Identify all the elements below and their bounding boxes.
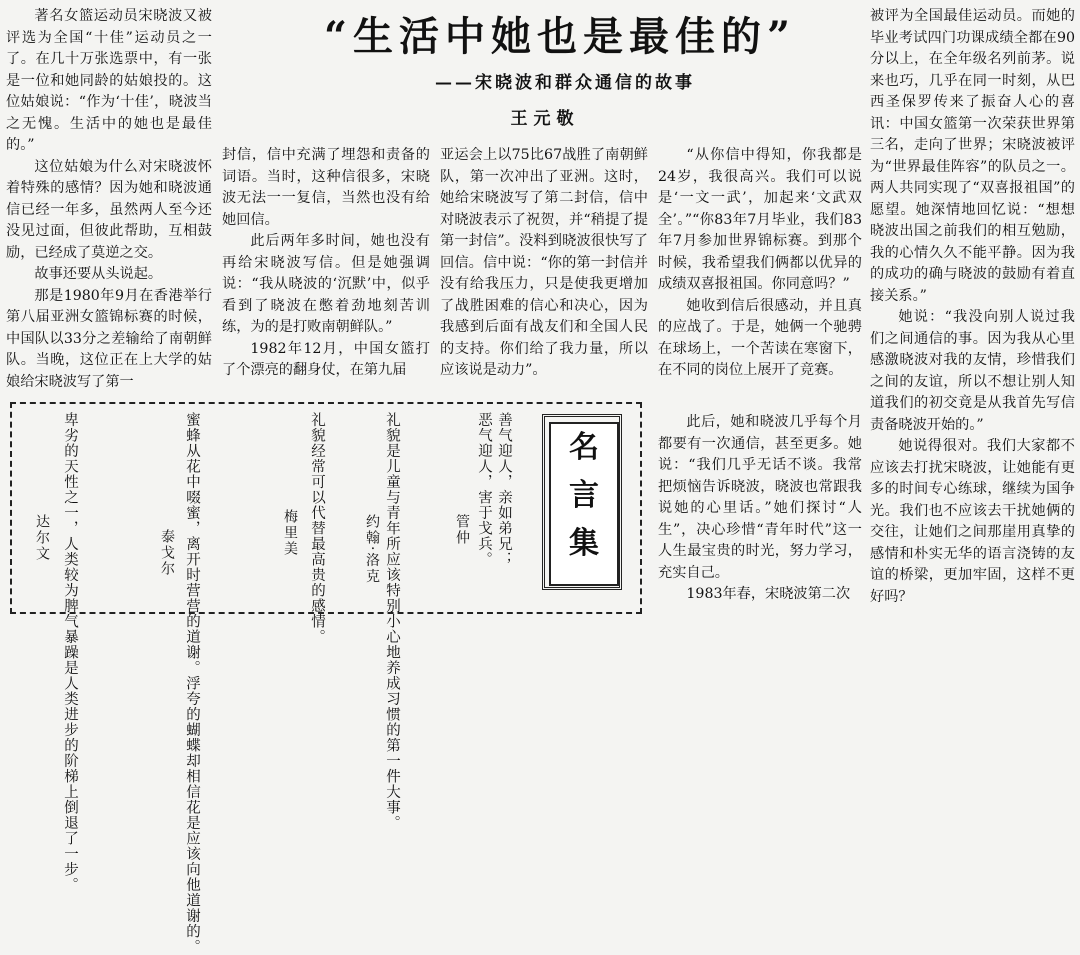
quote-author: 约翰·洛克 xyxy=(364,514,380,585)
quote-text: 善气迎人，亲如弟兄； 恶气迎人，害于戈兵。 xyxy=(476,412,512,567)
article-headline: “生活中她也是最佳的” xyxy=(323,13,796,60)
quotes-title-char: 集 xyxy=(569,526,599,561)
paragraph: 1982年12月，中国女篮打了个漂亮的翻身仗，在第九届 xyxy=(222,340,430,378)
text-column-4 xyxy=(658,145,862,382)
paragraph: 1983年春，宋晓波第二次 xyxy=(686,586,851,602)
paragraph: 她说：“我没向别人说过我们之间通信的事。因为我从心里感激晓波对我的友情，珍惜我们之间的友谊，所以不想让别人知道我们的初交竟是从我首先写信责备晓波开始的。” xyxy=(870,309,1075,433)
paragraph: “从你信中得知，你我都是24岁，我很高兴。我们可以说是‘一文一武’，加起来‘文武双全’。”“你83年7月毕业，我们83年7月参加世界锦标赛。到那个时候，我希望我们俩都以优异的成绩双喜报祖国。你同意吗？” xyxy=(658,147,862,292)
paragraph: 封信，信中充满了埋怨和责备的词语。当时，这种信很多，宋晓波无法一一复信，当然也没有给她回信。 xyxy=(222,147,430,228)
quote-author: 管仲 xyxy=(454,514,470,546)
quotes-box xyxy=(10,402,642,955)
quotes-title xyxy=(549,422,619,586)
quote-text: 蜜蜂从花中啜蜜，离开时营营的道谢。浮夸的蝴蝶却相信花是应该向他道谢的。 xyxy=(184,412,200,955)
paragraph: 她收到信后很感动，并且真的应战了。于是，她俩一个驰骋在球场上，一个苦读在寒窗下，在不同的岗位上展开了竞赛。 xyxy=(658,297,862,378)
text-column-5 xyxy=(658,412,862,606)
paragraph: 她说得很对。我们大家都不应该去打扰宋晓波，让她能有更多的时间专心练球，继续为国争光。我们也不应该去干扰她俩的交往，让她们之间那崖用真挚的感情和朴实无华的语言浇铸的友谊的桥梁，更加牢固，这样不更好吗？ xyxy=(870,438,1075,605)
quote-text: 礼貌是儿童与青年所应该特别小心地养成习惯的第一件大事。 xyxy=(384,412,400,831)
text-column-1 xyxy=(6,6,212,393)
paragraph: 被评为全国最佳运动员。而她的毕业考试四门功课成绩全都在90分以上，在全年级名列前茅。说来也巧，几乎在同一时刻，从巴西圣保罗传来了振奋人心的喜讯：中国女篮第一次荣获世界第三名，走向了世界；宋晓波被评为“世界最佳阵容”的队员之一。两人共同实现了“双喜报祖国”的愿望。她深情地回忆说：“想想晓波出国之前我们的相互勉励，我的心情久久不能平静。因为我的成功的确与晓波的鼓励有着直接关系。” xyxy=(870,8,1075,304)
paragraph: 这位姑娘为什么对宋晓波怀着特殊的感情？因为她和晓波通信已经一年多，虽然两人至今还没见过面，但彼此帮助，互相鼓励，已经成了莫逆之交。 xyxy=(6,158,212,261)
quotes-title-char: 名 xyxy=(569,430,599,465)
quote-author: 梅里美 xyxy=(282,509,298,557)
text-column-6 xyxy=(870,6,1075,608)
text-column-2 xyxy=(222,145,430,382)
paragraph: 故事还要从头说起。 xyxy=(34,266,163,282)
quotes-title-char: 言 xyxy=(569,478,599,513)
quote-author: 泰戈尔 xyxy=(159,529,175,577)
paragraph: 亚运会上以75比67战胜了南朝鲜队，第一次冲出了亚洲。这时，她给宋晓波写了第二封信，信中对晓波表示了祝贺，并“稍提了提第一封信”。没料到晓波很快写了回信。信中说：“你的第一封信并没有给我压力，只是使我更增加了战胜困难的信心和决心，因为我感到后面有战友们和全国人民的支持。你们给了我力量，所以应该说是动力”。 xyxy=(440,147,648,378)
paragraph: 著名女篮运动员宋晓波又被评选为全国“十佳”运动员之一了。在几十万张选票中，有一张是一位和她同龄的姑娘投的。这位姑娘说：“作为‘十佳’，晓波当之无愧。生活中的她也是最佳的。” xyxy=(6,8,212,153)
paragraph: 此后，她和晓波几乎每个月都要有一次通信，甚至更多。她说：“我们几乎无话不谈。我常把烦恼告诉晓波，晓波也常跟我说她的心里话。”她们探讨“人生”，决心珍惜“青年时代”这一人生最宝贵的时光，努力学习，充实自己。 xyxy=(658,414,862,581)
paragraph: 此后两年多时间，她也没有再给宋晓波写信。但是她强调说：“我从晓波的‘沉默’中，似乎看到了晓波在憋着劲地刻苦训练，为的是打败南朝鲜队。” xyxy=(222,233,430,335)
paragraph: 那是1980年9月在香港举行第八届亚洲女篮锦标赛的时候，中国队以33分之差输给了南朝鲜队。当晚，这位正在上大学的姑娘给宋晓波写了第一 xyxy=(6,287,212,390)
quote-text: 卑劣的天性之一，人类较为脾气暴躁是人类进步的阶梯上倒退了一步。 xyxy=(62,412,78,893)
quote-author: 达尔文 xyxy=(34,514,50,562)
article-subtitle: ——宋晓波和群众通信的故事 xyxy=(435,73,695,93)
text-column-3 xyxy=(440,145,648,382)
quote-text: 礼貌经常可以代替最高贵的感情。 xyxy=(309,412,325,645)
article-author: 王元敬 xyxy=(510,109,580,129)
